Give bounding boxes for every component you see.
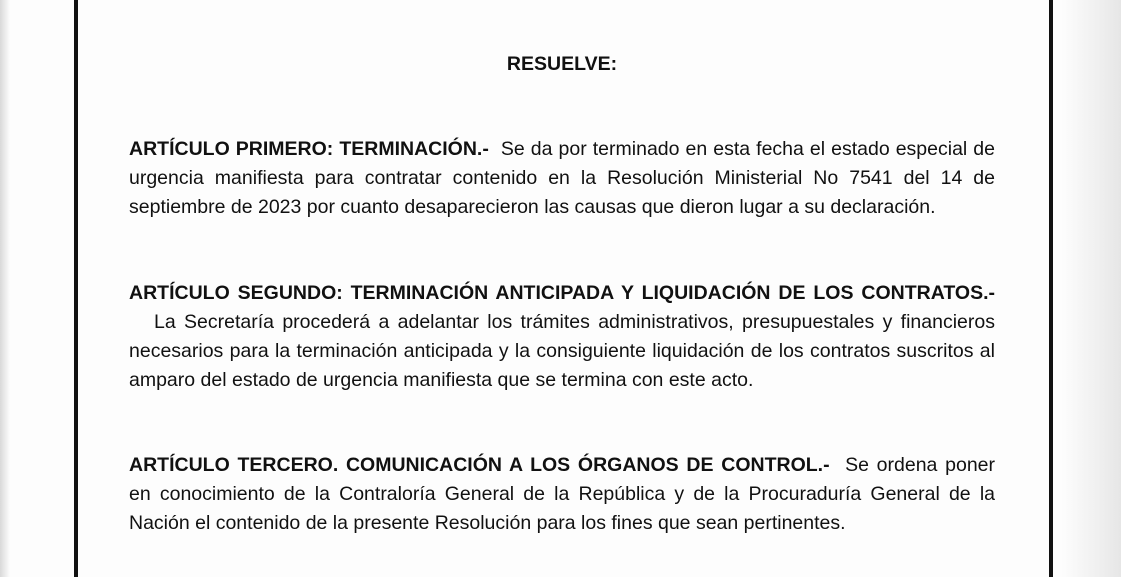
article-segundo bbox=[129, 279, 995, 395]
section-heading: RESUELVE: bbox=[506, 53, 618, 75]
article-body: La Secretaría procederá a adelantar los trámites administrativos, presupuestales y financieros necesarios para la terminación anticipada y la consiguiente liquidación de los contratos suscritos al amparo del estado de urgencia manifiesta que se termina con este acto. bbox=[129, 311, 995, 391]
article-title: ARTÍCULO SEGUNDO: TERMINACIÓN ANTICIPADA Y LIQUIDACIÓN DE LOS CONTRATOS.- bbox=[129, 282, 995, 304]
article-body: Se da por terminado en esta fecha el estado especial de urgencia manifiesta para contratar contenido en la Resolución Ministerial No 7541 del 14 de septiembre de 2023 por cuanto desaparecieron las causas que dieron lugar a su declaración. bbox=[129, 138, 995, 218]
article-tercero bbox=[129, 451, 995, 538]
page-edge-shadow-right bbox=[1061, 0, 1121, 577]
article-body: Se ordena poner en conocimiento de la Contraloría General de la República y de la Procuraduría General de la Nación el contenido de la presente Resolución para los fines que sean pertinentes. bbox=[129, 454, 996, 534]
page-edge-shadow-left bbox=[0, 0, 10, 577]
frame-border-left bbox=[74, 0, 78, 577]
article-title: ARTÍCULO PRIMERO: TERMINACIÓN.- bbox=[129, 138, 489, 160]
article-title: ARTÍCULO TERCERO. COMUNICACIÓN A LOS ÓRGANOS DE CONTROL.- bbox=[129, 454, 830, 476]
article-primero bbox=[129, 135, 995, 222]
frame-border-right bbox=[1049, 0, 1053, 577]
